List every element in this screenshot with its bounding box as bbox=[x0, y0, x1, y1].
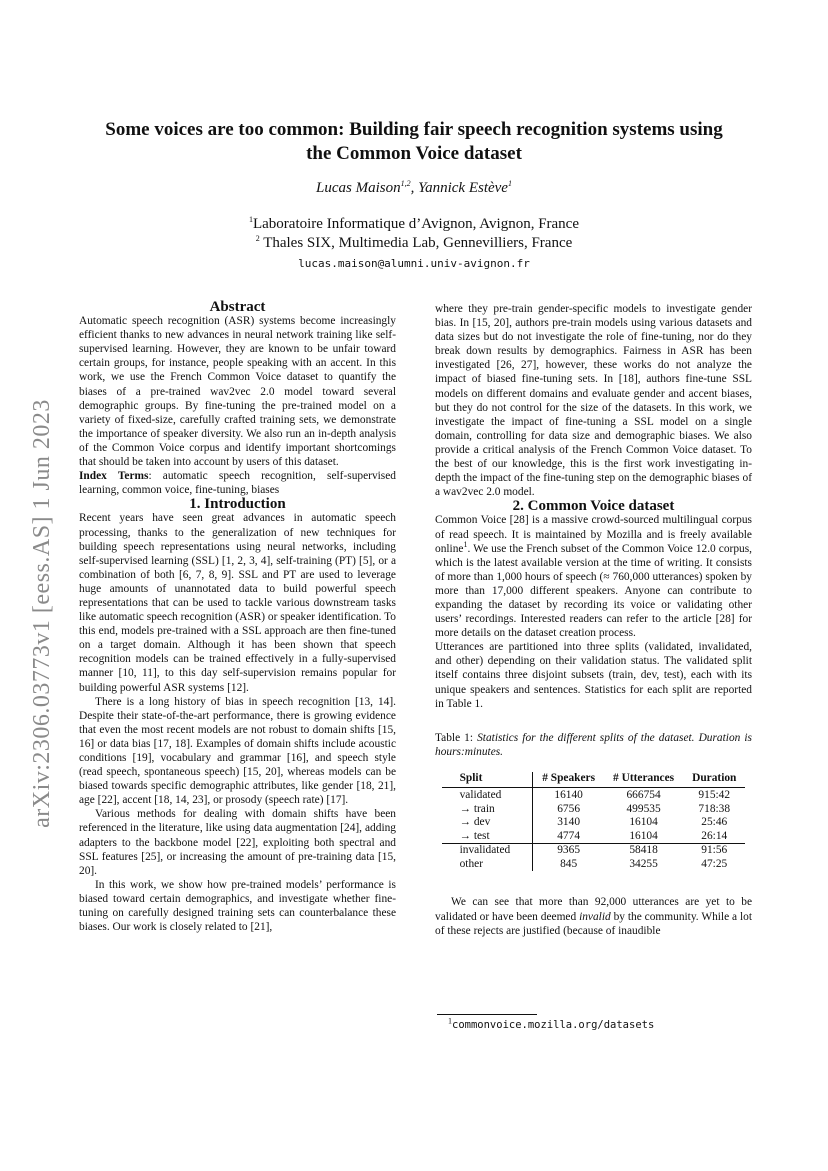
cell-duration: 915:42 bbox=[698, 789, 731, 802]
footnote-marker: 1 bbox=[463, 539, 468, 549]
arxiv-identifier bbox=[20, 368, 64, 858]
intro-paragraph-4: In this work, we show how pre-trained models’ performance is biased toward certain demographics, and investigate whether fine-tuning on carefully designed training sets can counterbalance these biases. Our work is closely related to [21], bbox=[79, 878, 396, 934]
cell-speakers: 845 bbox=[560, 857, 578, 870]
affiliation-1 bbox=[80, 215, 748, 234]
cell-speakers: 4774 bbox=[557, 829, 581, 842]
cell-split: other bbox=[442, 858, 533, 872]
author-2-affil: 1 bbox=[507, 179, 512, 188]
related-work-paragraph: where they pre-train gender-specific models to investigate gender bias. In [15, 20], authors pre-train models using various datasets and data sizes but do not investigate the role of fine-tuning, nor do they break down results by demographics. Fairness in ASR has been investigated [26, 27], however, these works do not analyze the impact of biased fine-tuning sets. In [18], authors fine-tune SSL models on different domains and evaluate gender and accent biases, but they do not control for the size of the datasets. In this work, we investigate the impact of fine-tuning a SSL model on a single domain, controlling for data size and demographic biases. We also provide a critical analysis of the French Common Voice dataset. To the best of our knowledge, this is the first work investigating in-depth the impact of the fine-tuning step on the demographic biases of a wav2vec 2.0 model. bbox=[435, 303, 752, 499]
affiliation-2 bbox=[80, 234, 748, 253]
abstract-text: Automatic speech recognition (ASR) systems become increasingly efficient thanks to new advances in neural network training like self-supervised learning. However, they are known to be unfair toward certain groups, for instance, people speaking with an accent. In this work, we use the French Common Voice dataset to quantify the biases of a pre-trained wav2vec 2.0 model toward several demographic groups. By fine-tuning the pre-trained model on a variety of fixed-size, carefully crafted training sets, we demonstrate the importance of speaker diversity. We also run an in-depth analysis of the Common Voice corpus and identify important shortcomings that should be taken into account by users of this dataset. bbox=[79, 315, 396, 469]
index-terms-label: Index Terms bbox=[79, 470, 149, 483]
cv-p1-part-a: Common Voice [28] is a massive crowd-sourced multilingual corpus of read speech. It is maintained by Mozilla and is freely available online bbox=[435, 514, 752, 555]
author-1: Lucas Maison bbox=[316, 180, 401, 196]
title-line-2: the Common Voice dataset bbox=[306, 143, 522, 164]
index-terms bbox=[79, 469, 396, 497]
cv-p1-part-b: . We use the French subset of the Common Voice 12.0 corpus, which is the latest available version at the time of writing. It consists of more than 1,000 hours of speech (≈ 760,000 utterances) spoken by more than 17,000 different speakers. Anyone can contribute to expanding the dataset by recording its voice or validating other users’ recordings. Interested readers can refer to the article [28] for more details on the dataset creation process. bbox=[435, 542, 752, 640]
cell-utterances: 58418 bbox=[604, 844, 683, 858]
cell-duration: 26:14 bbox=[701, 829, 728, 842]
header-speakers: # Speakers bbox=[533, 772, 604, 788]
footnote-link-text: commonvoice.mozilla.org/datasets bbox=[452, 1019, 655, 1031]
left-column bbox=[79, 300, 396, 934]
author-list bbox=[80, 180, 748, 197]
table-row bbox=[442, 830, 746, 844]
cell-split: → test bbox=[442, 830, 533, 844]
author-email: lucas.maison@alumni.univ-avignon.fr bbox=[298, 257, 530, 270]
common-voice-heading: 2. Common Voice dataset bbox=[512, 498, 675, 515]
author-2: Yannick Estève bbox=[418, 180, 508, 196]
common-voice-paragraph-1 bbox=[435, 513, 752, 640]
cell-split: → train bbox=[442, 803, 533, 817]
cell-speakers: 16140 bbox=[554, 789, 583, 802]
after-table-paragraph bbox=[435, 895, 752, 937]
table-row bbox=[442, 803, 746, 817]
cell-speakers: 3140 bbox=[557, 816, 581, 829]
cell-split: → dev bbox=[442, 816, 533, 830]
right-column bbox=[435, 302, 752, 938]
abstract-heading: Abstract bbox=[209, 299, 266, 315]
author-1-affil: 1,2 bbox=[400, 179, 411, 188]
table-row bbox=[442, 788, 746, 803]
cell-duration: 91:56 bbox=[683, 844, 745, 858]
table-caption bbox=[435, 731, 752, 759]
affiliation-2-text: Thales SIX, Multimedia Lab, Gennevilliers, France bbox=[259, 235, 573, 251]
cell-utterances: 34255 bbox=[629, 857, 658, 870]
index-terms-text: : automatic speech recognition, self-supervised learning, common voice, fine-tuning, biases bbox=[79, 470, 396, 497]
intro-paragraph-3: Various methods for dealing with domain shifts have been referenced in the literature, like using data augmentation [24], adding adapters to the backbone model [22], exploiting both spectral and SSL features [25], or increasing the amount of pre-training data [15, 20]. bbox=[79, 808, 396, 877]
affiliation-2-sup: 2 bbox=[255, 234, 260, 243]
affiliation-1-text: Laboratoire Informatique d’Avignon, Avignon, France bbox=[252, 216, 579, 232]
header-utterances: # Utterances bbox=[604, 772, 683, 788]
author-separator: , bbox=[410, 180, 419, 196]
table-row bbox=[442, 816, 746, 830]
header-split: Split bbox=[442, 772, 533, 788]
intro-heading: 1. Introduction bbox=[189, 496, 286, 513]
footnote-divider bbox=[437, 1014, 537, 1015]
intro-paragraph-1: Recent years have seen great advances in automatic speech processing, thanks to the generalization of new techniques for building speech representations using neural networks, including self-supervised learning (SSL) [1, 2, 3, 4], self-training (PT) [5], or a combination of both [6, 7, 8, 9]. SSL and PT are used to leverage huge amounts of unannotated data to build powerful speech representations that can be used to tackle various downstream tasks like automatic speech recognition (ASR) or speaker identification. To this end, models pre-trained with a SSL approach are then fine-tuned on a target domain. Although it has been shown that speech recognition models can be trained effectively in a fully-supervised manner [10, 11], to this day self-supervision remains popular for building powerful ASR systems [12]. bbox=[79, 512, 396, 694]
cell-duration: 718:38 bbox=[698, 802, 731, 815]
paper-title bbox=[80, 118, 748, 166]
title-line-1: Some voices are too common: Building fair speech recognition systems using bbox=[105, 119, 723, 140]
cell-duration: 25:46 bbox=[701, 816, 728, 829]
cell-duration: 47:25 bbox=[701, 857, 728, 870]
cell-split: invalidated bbox=[442, 844, 533, 858]
footnote bbox=[448, 1016, 655, 1031]
table-row bbox=[442, 844, 746, 858]
after-table-part-b: by the community. While a lot of these rejects are justified (because of inaudible bbox=[435, 910, 752, 937]
affiliations bbox=[80, 215, 748, 253]
after-table-emphasis: invalid bbox=[579, 910, 611, 923]
table-header-row bbox=[442, 772, 746, 788]
cell-speakers: 9365 bbox=[533, 844, 604, 858]
cell-utterances: 499535 bbox=[626, 802, 661, 815]
header-duration: Duration bbox=[683, 772, 745, 788]
table-caption-text: Statistics for the different splits of the dataset. Duration is hours:minutes. bbox=[435, 731, 752, 758]
cell-split: validated bbox=[442, 788, 533, 803]
affiliation-1-sup: 1 bbox=[248, 215, 253, 224]
intro-paragraph-2: There is a long history of bias in speech recognition [13, 14]. Despite their state-of-the-art performance, there is growing evidence that even the most recent models are not robust to domain shifts [15, 16] or data bias [17, 18]. Examples of domain shifts include acoustic conditions [19], vocabulary and grammar [16], and speech style (read speech, spontaneous speech) [15, 20], whereas models can be biased towards specific demographic attributes, like gender [18, 21], age [22], accent [18, 14, 23], or prosody (speech rate) [17]. bbox=[79, 695, 396, 807]
cell-utterances: 16104 bbox=[629, 829, 658, 842]
splits-table bbox=[442, 772, 746, 872]
after-table-part-a: We can see that more than 92,000 utterances are yet to be validated or have been deemed bbox=[435, 896, 752, 923]
table-caption-label: Table 1: bbox=[435, 731, 478, 744]
arxiv-id-text: arXiv:2306.03773v1 [eess.AS] 1 Jun 2023 bbox=[28, 398, 55, 828]
cell-utterances: 666754 bbox=[626, 789, 661, 802]
common-voice-paragraph-2: Utterances are partitioned into three splits (validated, invalidated, and other) depending on their validation status. The validated split itself contains three disjoint subsets (train, dev, test), each with its unique speakers and sentences. Statistics for each split are reported in Table 1. bbox=[435, 641, 752, 710]
footnote-number: 1 bbox=[448, 1016, 452, 1026]
table-row bbox=[442, 858, 746, 872]
cell-speakers: 6756 bbox=[557, 802, 581, 815]
cell-utterances: 16104 bbox=[629, 816, 658, 829]
